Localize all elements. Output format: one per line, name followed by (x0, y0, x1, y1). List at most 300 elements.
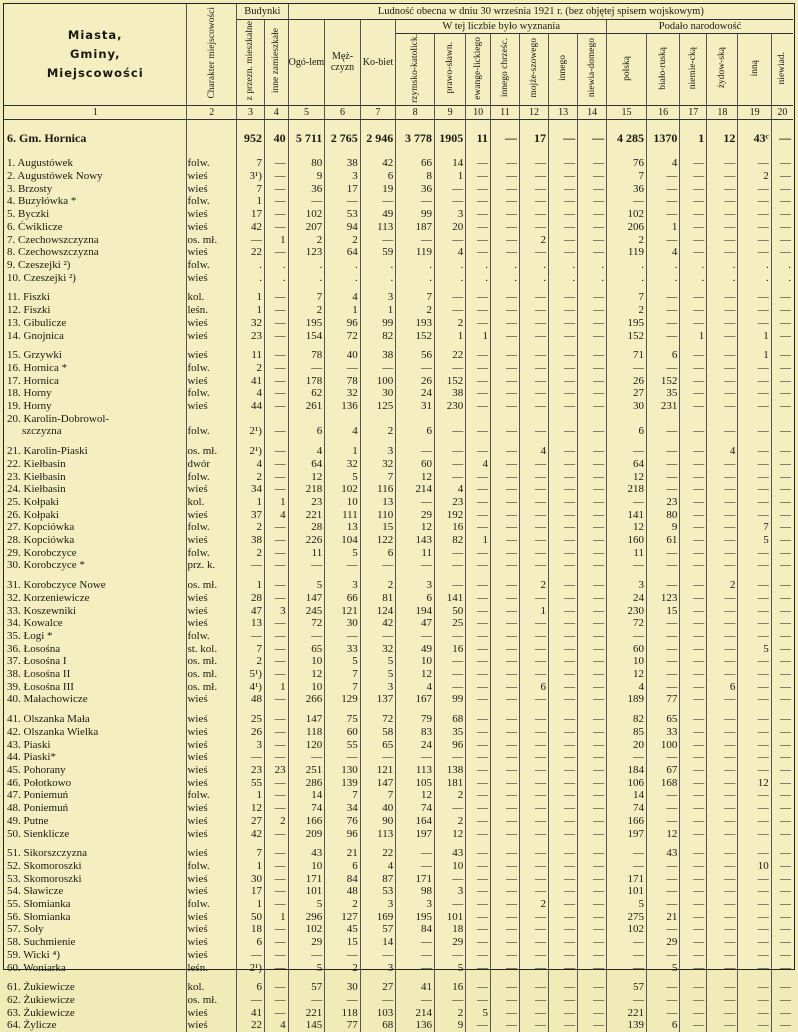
spacer-cell (4, 572, 187, 579)
table-cell: — (780, 208, 791, 221)
spacer-cell (607, 284, 647, 291)
table-row (4, 873, 793, 886)
table-cell: — (780, 1006, 791, 1019)
table-cell: 5 (360, 668, 396, 681)
table-cell: — (236, 234, 264, 247)
table-cell: — (288, 994, 325, 1007)
table-cell: — (680, 234, 707, 247)
table-cell: 119 (396, 246, 435, 259)
table-cell: — (549, 592, 578, 605)
table-cell: — (490, 317, 519, 330)
spacer-cell (4, 120, 187, 128)
table-cell: — (578, 936, 607, 949)
table-cell: — (549, 789, 578, 802)
header-name-line: Miejscowości (46, 66, 144, 81)
table-cell: 4 (325, 291, 361, 304)
table-cell: 23 (236, 330, 264, 343)
spacer-cell (288, 284, 325, 291)
table-cell: — (646, 655, 679, 668)
table-cell: — (578, 195, 607, 208)
table-cell: — (578, 860, 607, 873)
table-cell: 100 (646, 739, 679, 752)
table-cell: — (780, 713, 791, 726)
table-cell: — (549, 559, 578, 572)
table-cell: . (549, 259, 578, 272)
place-name: 52. Skomoroszki (4, 860, 187, 873)
table-cell: 5 (325, 547, 361, 560)
spacer-cell (578, 120, 607, 128)
spacer-cell (325, 706, 361, 713)
table-cell: — (707, 534, 738, 547)
table-cell: 72 (360, 713, 396, 726)
table-cell: — (288, 751, 325, 764)
table-cell: 121 (325, 605, 361, 618)
table-cell: — (490, 208, 519, 221)
spacer-cell (707, 120, 738, 128)
table-cell: 4 (707, 445, 738, 458)
spacer-cell (288, 120, 325, 128)
table-cell: — (549, 349, 578, 362)
table-cell: — (707, 981, 738, 994)
table-cell: — (578, 400, 607, 413)
table-cell: 2 (607, 234, 647, 247)
table-cell: — (396, 847, 435, 860)
table-cell: — (680, 425, 707, 438)
table-cell: 194 (396, 605, 435, 618)
table-cell: — (680, 1019, 707, 1032)
place-type: os. mł. (187, 668, 237, 681)
table-cell: 48 (325, 885, 361, 898)
spacer-cell (435, 438, 466, 445)
place-name: 50. Sienklicze (4, 828, 187, 841)
table-cell: — (396, 630, 435, 643)
table-cell: — (264, 873, 288, 886)
table-cell: — (520, 246, 549, 259)
spacer-cell (707, 150, 738, 157)
table-cell: 30 (325, 981, 361, 994)
gmina-value: 12 (707, 127, 738, 150)
table-cell: — (738, 726, 771, 739)
table-cell: 6 (707, 681, 738, 694)
table-cell: — (780, 961, 791, 974)
table-cell: — (264, 195, 288, 208)
table-cell: — (466, 655, 491, 668)
table-cell: — (264, 898, 288, 911)
table-cell: 38 (435, 387, 466, 400)
table-cell: — (738, 208, 771, 221)
table-cell: — (490, 726, 519, 739)
place-type: leśn. (187, 962, 237, 975)
table-cell: — (466, 471, 491, 484)
spacer-cell (549, 150, 578, 157)
table-cell: 10 (288, 860, 325, 873)
table-cell: 15 (360, 521, 396, 534)
table-cell: — (680, 885, 707, 898)
table-cell: 36 (607, 183, 647, 196)
table-cell: — (490, 458, 519, 471)
spacer-cell (360, 706, 396, 713)
table-cell: — (549, 802, 578, 815)
table-cell: — (707, 234, 738, 247)
table-cell: — (466, 387, 491, 400)
table-cell: — (549, 330, 578, 343)
table-cell: 49 (396, 643, 435, 656)
table-cell: 2 (325, 234, 361, 247)
table-cell: 96 (435, 739, 466, 752)
table-cell: . (466, 259, 491, 272)
table-cell: . (360, 272, 396, 285)
spacer-cell (360, 150, 396, 157)
column-number: 5 (288, 106, 325, 120)
table-cell: 23 (236, 764, 264, 777)
table-cell: — (680, 534, 707, 547)
gmina-value: 1370 (646, 127, 679, 150)
table-cell: 4 (325, 425, 361, 438)
table-cell: — (288, 949, 325, 962)
table-cell: — (738, 304, 771, 317)
spacer-cell (578, 840, 607, 847)
spacer-cell (680, 150, 707, 157)
table-cell: — (578, 387, 607, 400)
table-cell: — (520, 157, 549, 170)
spacer-cell (264, 974, 288, 981)
table-cell: 30 (325, 617, 361, 630)
table-cell: 5 (325, 655, 361, 668)
spacer-cell (680, 974, 707, 981)
table-cell: 50 (435, 605, 466, 618)
table-cell: — (264, 713, 288, 726)
table-cell: — (707, 617, 738, 630)
table-cell: — (264, 349, 288, 362)
gmina-value: — (779, 131, 791, 146)
place-type: folw. (187, 157, 237, 170)
header-charakter-label: Charakter miejscowości (206, 7, 217, 99)
table-cell: — (738, 739, 771, 752)
table-cell: — (264, 304, 288, 317)
table-cell: — (549, 458, 578, 471)
table-cell: — (738, 828, 771, 841)
table-cell: — (738, 885, 771, 898)
table-cell: 6 (646, 349, 679, 362)
spacer-cell (360, 342, 396, 349)
table-cell: — (680, 362, 707, 375)
table-cell: 10 (738, 860, 771, 873)
table-cell: — (466, 400, 491, 413)
spacer-row (4, 438, 793, 445)
table-cell: — (780, 629, 791, 642)
spacer-cell (646, 150, 679, 157)
table-cell (360, 413, 396, 426)
spacer-cell (707, 706, 738, 713)
place-type: folw. (187, 521, 237, 534)
table-cell: 137 (360, 693, 396, 706)
table-cell: 55 (236, 777, 264, 790)
table-cell: — (738, 630, 771, 643)
place-name: 61. Żukiewicze (4, 981, 187, 994)
spacer-cell (360, 974, 396, 981)
table-cell: 65 (288, 643, 325, 656)
table-cell: — (707, 425, 738, 438)
table-cell: 76 (607, 157, 647, 170)
table-cell: 10 (435, 860, 466, 873)
table-cell: — (520, 559, 549, 572)
table-cell: — (738, 291, 771, 304)
table-cell: — (264, 860, 288, 873)
table-cell: — (738, 1019, 771, 1032)
header-zyd (707, 33, 738, 106)
table-cell: 7 (236, 847, 264, 860)
table-cell: — (325, 751, 361, 764)
header-polska-label: polską (621, 55, 632, 81)
table-cell: 184 (607, 764, 647, 777)
table-cell: — (707, 726, 738, 739)
table-cell: — (707, 349, 738, 362)
table-cell: — (549, 547, 578, 560)
table-cell: — (780, 374, 791, 387)
table-cell: 33 (325, 643, 361, 656)
table-row (4, 291, 793, 304)
table-cell: . (788, 258, 791, 271)
table-cell: — (780, 668, 791, 681)
table-cell: — (264, 936, 288, 949)
header-niem-label: niemie-cką (688, 46, 699, 90)
table-cell: — (549, 304, 578, 317)
table-cell: — (578, 445, 607, 458)
spacer-row (4, 120, 793, 128)
table-cell: 1 (646, 221, 679, 234)
table-cell: 125 (360, 400, 396, 413)
spacer-cell (4, 284, 187, 291)
table-cell: 2 (360, 579, 396, 592)
spacer-cell (435, 706, 466, 713)
table-cell: — (466, 936, 491, 949)
table-cell: — (578, 375, 607, 388)
table-cell: — (780, 910, 791, 923)
spacer-cell (646, 840, 679, 847)
place-name: 13. Gibulicze (4, 317, 187, 330)
table-cell: 127 (325, 911, 361, 924)
table-cell: — (780, 827, 791, 840)
table-cell: 40 (325, 349, 361, 362)
table-cell: — (707, 605, 738, 618)
table-cell: 5 (738, 534, 771, 547)
table-cell: — (738, 387, 771, 400)
place-name: 25. Kołpaki (4, 496, 187, 509)
table-cell: — (680, 751, 707, 764)
table-cell: — (578, 643, 607, 656)
table-cell: — (490, 221, 519, 234)
table-cell: — (549, 183, 578, 196)
table-cell: 5 (607, 898, 647, 911)
table-row (4, 949, 793, 962)
table-cell: 230 (435, 400, 466, 413)
table-cell: 6 (236, 936, 264, 949)
spacer-cell (396, 150, 435, 157)
header-rzym-label: rzymsko-katolick. (410, 33, 421, 103)
table-cell (771, 413, 793, 426)
table-cell: — (780, 349, 791, 362)
spacer-cell (707, 840, 738, 847)
table-cell: — (264, 802, 288, 815)
table-cell: — (466, 157, 491, 170)
table-cell: — (360, 559, 396, 572)
table-cell: — (490, 579, 519, 592)
table-cell: 5 (360, 655, 396, 668)
table-cell: — (264, 521, 288, 534)
table-cell: 2 (288, 234, 325, 247)
table-cell: — (738, 246, 771, 259)
table-row (4, 559, 793, 572)
table-cell: — (264, 534, 288, 547)
place-type: wieś (187, 828, 237, 841)
table-row (4, 534, 793, 547)
table-cell: — (707, 643, 738, 656)
table-row (4, 521, 793, 534)
table-row (4, 802, 793, 815)
place-type: wieś (187, 221, 237, 234)
place-name: 5. Byczki (4, 208, 187, 221)
table-cell: — (549, 847, 578, 860)
table-cell: 83 (396, 726, 435, 739)
table-cell: — (607, 994, 647, 1007)
gmina-value: — (490, 127, 519, 150)
place-name: 29. Korobczyce (4, 547, 187, 560)
table-cell: — (707, 496, 738, 509)
table-row (4, 208, 793, 221)
table-cell: — (707, 949, 738, 962)
table-cell: — (466, 617, 491, 630)
table-cell: — (549, 981, 578, 994)
table-cell: 221 (288, 509, 325, 522)
place-name: 62. Żukiewicze (4, 994, 187, 1007)
table-cell: — (520, 1007, 549, 1020)
place-name: 9. Czeszejki ²) (4, 259, 187, 272)
table-cell: — (780, 981, 791, 994)
table-cell: — (396, 962, 435, 975)
table-cell: . (325, 259, 361, 272)
table-cell: 4 (646, 246, 679, 259)
table-cell (607, 413, 647, 426)
table-cell: — (520, 911, 549, 924)
table-cell: — (264, 375, 288, 388)
table-cell: — (738, 445, 771, 458)
place-name: 23. Kiełbasin (4, 471, 187, 484)
table-cell: 38 (236, 534, 264, 547)
spacer-cell (607, 974, 647, 981)
place-name: 11. Fiszki (4, 291, 187, 304)
table-cell: 15 (646, 605, 679, 618)
table-cell: 24 (396, 387, 435, 400)
table-cell: — (549, 828, 578, 841)
table-cell: 26 (236, 726, 264, 739)
table-cell: 4 (466, 458, 491, 471)
table-cell: 64 (325, 246, 361, 259)
table-row (4, 425, 793, 438)
table-cell: — (264, 962, 288, 975)
spacer-cell (466, 150, 491, 157)
table-cell: — (264, 547, 288, 560)
table-cell: — (466, 605, 491, 618)
table-cell: — (549, 1007, 578, 1020)
place-name: 31. Korobczyce Nowe (4, 579, 187, 592)
table-cell: — (680, 936, 707, 949)
table-cell: — (490, 885, 519, 898)
table-cell: 23 (264, 764, 288, 777)
spacer-cell (264, 706, 288, 713)
table-cell: 58 (360, 726, 396, 739)
table-cell: — (520, 726, 549, 739)
table-cell: — (396, 994, 435, 1007)
table-cell: — (780, 693, 791, 706)
table-cell: 168 (646, 777, 679, 790)
table-cell: 32 (360, 643, 396, 656)
table-cell: 82 (435, 534, 466, 547)
spacer-cell (435, 342, 466, 349)
table-cell: 12 (607, 521, 647, 534)
place-name: 63. Żukiewicze (4, 1007, 187, 1020)
column-number: 10 (466, 106, 491, 120)
table-cell: 20 (435, 221, 466, 234)
spacer-cell (549, 120, 578, 128)
table-cell: — (680, 1007, 707, 1020)
table-cell: 14 (435, 157, 466, 170)
table-cell: — (466, 828, 491, 841)
table-cell: 31 (396, 400, 435, 413)
table-cell: 2 (236, 521, 264, 534)
table-cell: — (680, 847, 707, 860)
table-cell: — (780, 246, 791, 259)
table-cell: — (738, 157, 771, 170)
spacer-cell (646, 438, 679, 445)
table-cell: . (738, 272, 771, 285)
spacer-cell (520, 706, 549, 713)
table-cell: — (490, 847, 519, 860)
table-cell: 110 (360, 509, 396, 522)
table-cell: 47 (396, 617, 435, 630)
table-cell: — (780, 617, 791, 630)
place-name: 37. Łosośna I (4, 655, 187, 668)
table-cell: 6 (360, 170, 396, 183)
table-cell: — (780, 445, 791, 458)
table-cell: — (435, 362, 466, 375)
place-type: wieś (187, 375, 237, 388)
table-cell: — (578, 751, 607, 764)
table-cell: — (520, 643, 549, 656)
spacer-cell (236, 438, 264, 445)
table-cell: — (466, 643, 491, 656)
table-cell: — (578, 291, 607, 304)
table-cell: 12 (396, 789, 435, 802)
table-cell: 24 (607, 592, 647, 605)
table-cell: — (646, 643, 679, 656)
table-cell: — (680, 949, 707, 962)
place-name: 45. Pohorany (4, 764, 187, 777)
table-cell: — (490, 630, 519, 643)
table-cell: — (466, 317, 491, 330)
gmina-value: 4 285 (607, 127, 647, 150)
column-number: 1 (4, 106, 187, 120)
table-cell: — (264, 643, 288, 656)
table-cell: — (435, 425, 466, 438)
place-name: 12. Fiszki (4, 304, 187, 317)
table-cell: 6 (360, 547, 396, 560)
spacer-cell (490, 438, 519, 445)
spacer-cell (236, 120, 264, 128)
place-name: 36. Łosośna (4, 643, 187, 656)
table-cell: 2 (236, 471, 264, 484)
table-cell: — (264, 183, 288, 196)
table-cell: — (466, 208, 491, 221)
